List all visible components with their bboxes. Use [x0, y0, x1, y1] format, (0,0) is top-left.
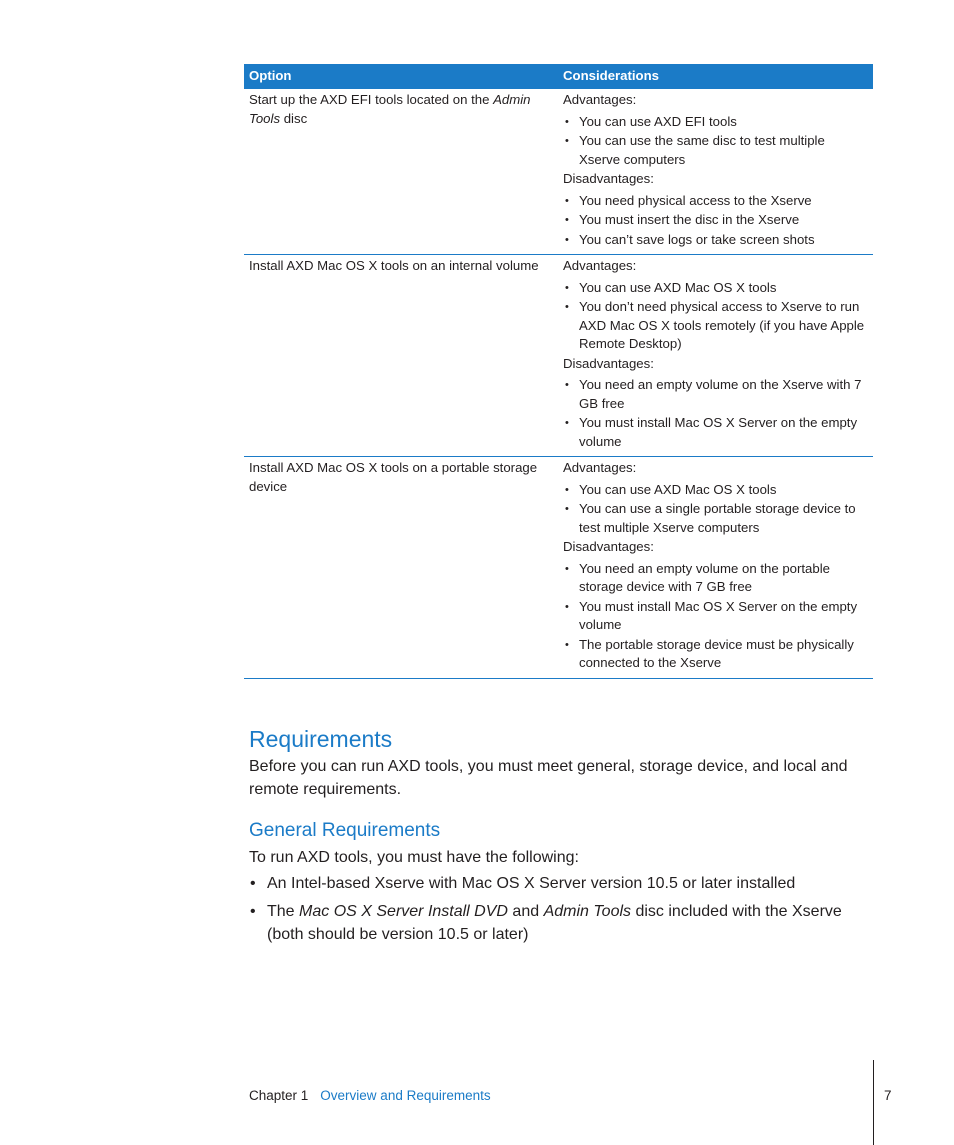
- requirements-intro: Before you can run AXD tools, you must meet general, storage device, and local and remote requirements.: [249, 758, 848, 798]
- list-item: • The Mac OS X Server Install DVD and Admin Tools disc included with the Xserve (both should be version 10.5 or later): [249, 900, 849, 946]
- list-item: • You can use AXD Mac OS X tools: [563, 279, 868, 298]
- table-row: [244, 255, 873, 457]
- page-divider: [873, 1060, 874, 1145]
- disadvantages-list: [563, 376, 868, 451]
- table-header-row: [244, 64, 873, 89]
- table-row: [244, 89, 873, 255]
- list-item: • You can use AXD Mac OS X tools: [563, 481, 868, 500]
- page-footer: [249, 1088, 491, 1103]
- disadvantages-list: [563, 560, 868, 673]
- advantages-list: [563, 113, 868, 170]
- considerations-cell: [558, 89, 873, 255]
- general-requirements-heading: General Requirements: [249, 820, 441, 841]
- list-item: • You must install Mac OS X Server on the empty volume: [563, 598, 868, 635]
- advantages-label: Advantages:: [563, 258, 637, 273]
- disadvantages-list: [563, 192, 868, 250]
- list-item: • You need an empty volume on the portable storage device with 7 GB free: [563, 560, 868, 597]
- advantages-list: [563, 481, 868, 538]
- advantages-list: [563, 279, 868, 354]
- chapter-title-link[interactable]: Overview and Requirements: [320, 1088, 491, 1103]
- list-item: • The portable storage device must be physically connected to the Xserve: [563, 636, 868, 673]
- considerations-cell: [558, 255, 873, 457]
- header-option: Option: [244, 64, 558, 89]
- disadvantages-label: Disadvantages:: [563, 539, 654, 554]
- disadvantages-label: Disadvantages:: [563, 355, 654, 371]
- advantages-label: Advantages:: [563, 460, 637, 475]
- table-row: [244, 457, 873, 679]
- list-item: • You can use AXD EFI tools: [563, 113, 868, 132]
- list-item: • You must install Mac OS X Server on the empty volume: [563, 414, 868, 451]
- general-requirements-intro: To run AXD tools, you must have the following:: [249, 849, 579, 866]
- general-requirements-list: [249, 872, 849, 951]
- option-cell: Start up the AXD EFI tools located on the Admin Tools disc: [244, 89, 558, 255]
- advantages-label: Advantages:: [563, 92, 637, 107]
- list-item: • You need physical access to the Xserve: [563, 192, 868, 211]
- list-item: • An Intel-based Xserve with Mac OS X Server version 10.5 or later installed: [249, 872, 849, 895]
- list-item: • You don’t need physical access to Xserve to run AXD Mac OS X tools remotely (if you have Apple Remote Desktop): [563, 298, 868, 354]
- options-table: [244, 64, 873, 679]
- page-number: 7: [884, 1088, 892, 1103]
- option-cell: Install AXD Mac OS X tools on a portable storage device: [244, 457, 558, 679]
- list-item: • You can use a single portable storage device to test multiple Xserve computers: [563, 500, 868, 537]
- chapter-label: Chapter 1: [249, 1088, 309, 1103]
- disadvantages-label: Disadvantages:: [563, 171, 654, 186]
- considerations-cell: [558, 457, 873, 679]
- requirements-heading: Requirements: [249, 726, 393, 752]
- list-item: • You must insert the disc in the Xserve: [563, 211, 868, 230]
- header-considerations: Considerations: [558, 64, 873, 89]
- list-item: • You can’t save logs or take screen shots: [563, 231, 868, 250]
- option-cell: Install AXD Mac OS X tools on an internal volume: [244, 255, 558, 457]
- list-item: • You can use the same disc to test multiple Xserve computers: [563, 132, 868, 169]
- list-item: • You need an empty volume on the Xserve with 7 GB free: [563, 376, 868, 413]
